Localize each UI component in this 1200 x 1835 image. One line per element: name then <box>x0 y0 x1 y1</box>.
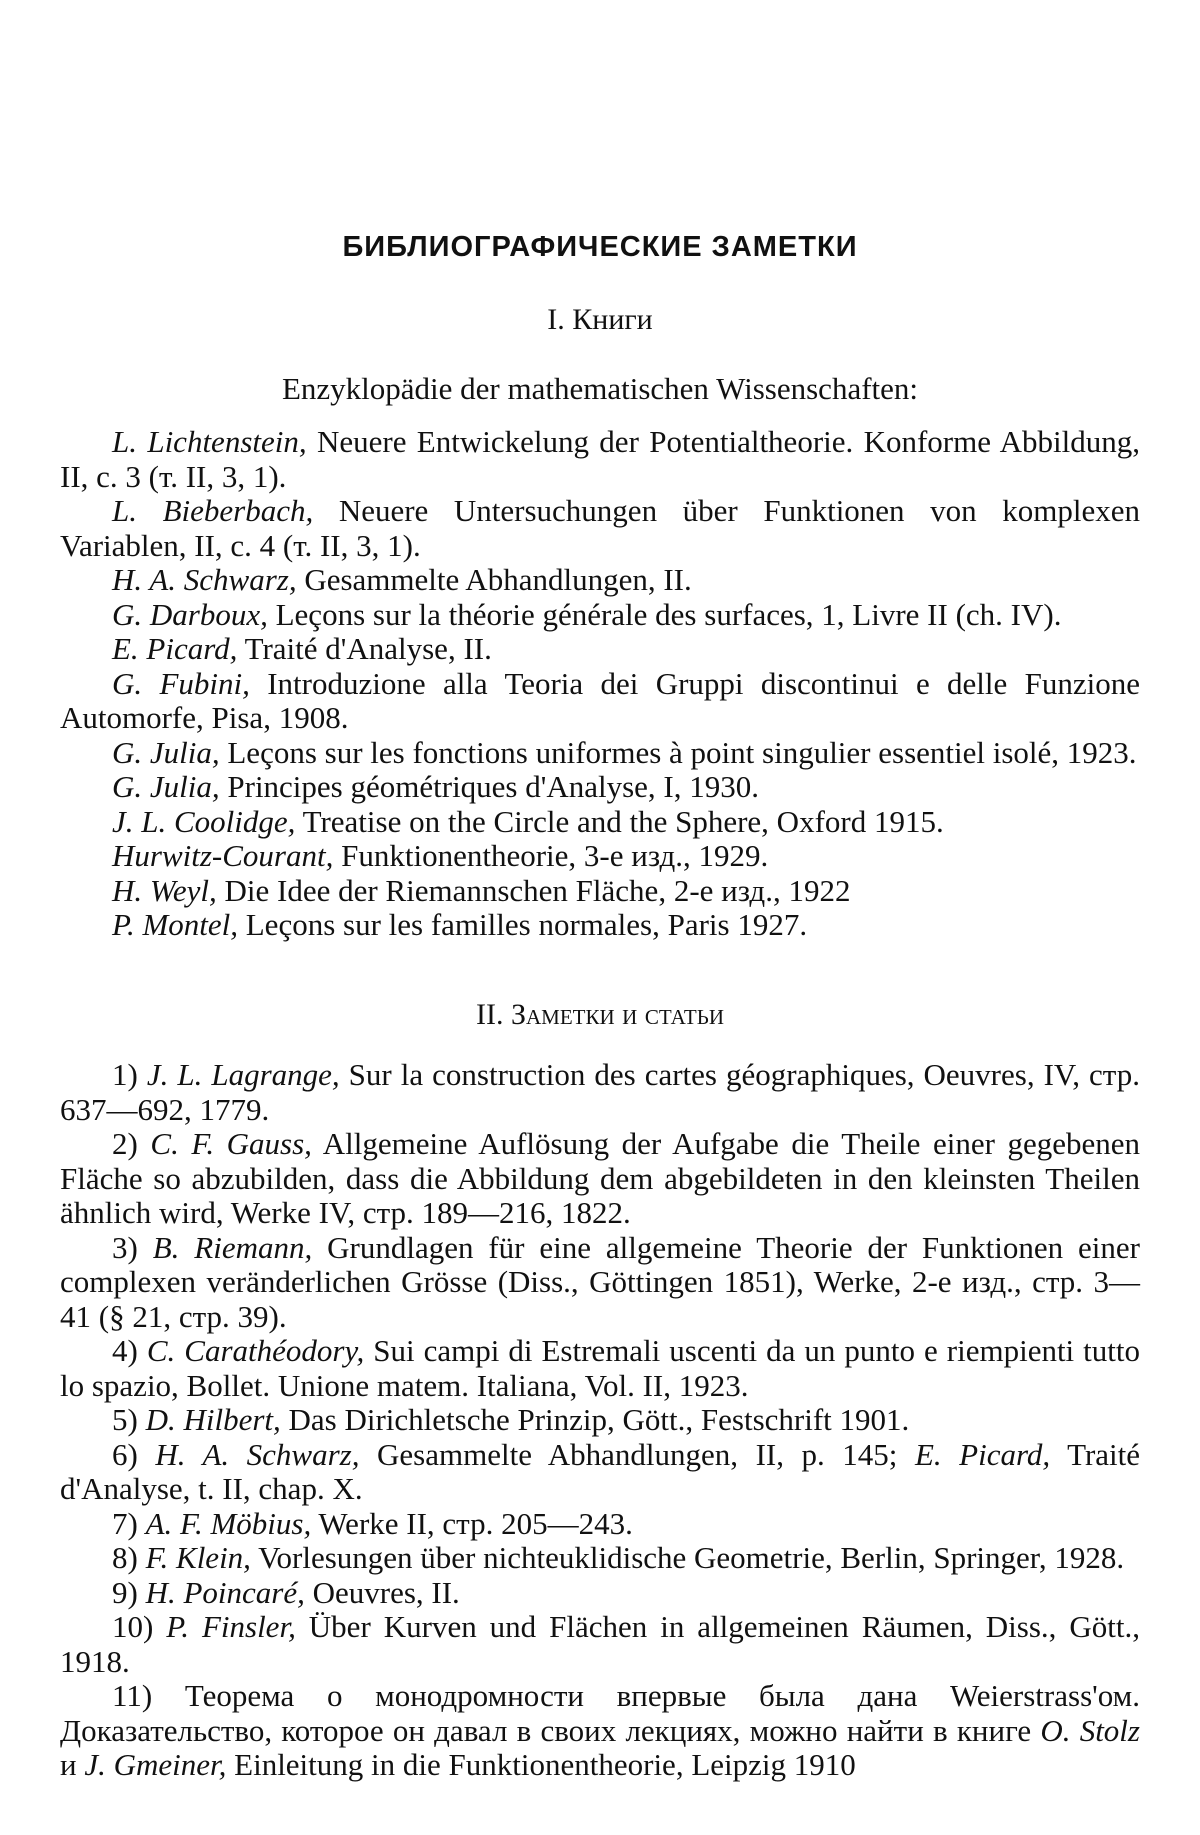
book-text: Traité d'Analyse, II. <box>237 631 492 666</box>
note-entry <box>60 1438 1140 1507</box>
note-text: Über Kurven und Flächen in allgemeinen Räumen, Diss., Gött., 1918. <box>60 1609 1140 1679</box>
book-author: L. Lichtenstein, <box>112 424 307 459</box>
note-text: Grundlagen für eine allgemeine Theorie der Funktionen einer complexen veränderlichen Grösse (Diss., Göttingen 1851), Werke, 2-е изд., стр. 3—41 (§ 21, стр. 39). <box>60 1229 1140 1334</box>
book-author: H. A. Schwarz, <box>112 562 297 597</box>
note-number: 11) <box>112 1678 153 1713</box>
book-entry <box>60 494 1140 563</box>
book-text: Funktionentheorie, 3-е изд., 1929. <box>333 838 769 873</box>
note-number: 4) <box>112 1333 138 1368</box>
notes-list <box>60 1058 1140 1783</box>
page-title: БИБЛИОГРАФИЧЕСКИЕ ЗАМЕТКИ <box>342 231 858 263</box>
note-entry <box>60 1127 1140 1231</box>
note-author: J. L. Lagrange, <box>146 1057 340 1092</box>
book-text: Neuere Untersuchungen über Funktionen von komplexen Variablen, II, с. 4 (т. II, 3, 1). <box>60 493 1140 563</box>
note-number: 8) <box>112 1540 138 1575</box>
book-author: J. L. Coolidge, <box>112 803 296 839</box>
book-text: Treatise on the Circle and the Sphere, Oxford 1915. <box>295 803 944 839</box>
note-author: P. Finsler, <box>166 1609 296 1644</box>
note-entry <box>60 1507 1140 1542</box>
note-entry <box>60 1679 1140 1783</box>
book-entry <box>60 736 1140 771</box>
section-heading-books: I. Книги <box>547 303 653 336</box>
book-author: G. Darboux, <box>112 596 268 632</box>
note-entry <box>60 1231 1140 1335</box>
book-entry <box>60 839 1140 874</box>
note-entry <box>60 1403 1140 1438</box>
book-entry <box>60 874 1140 909</box>
book-author: P. Montel, <box>112 907 238 942</box>
note-author: O. Stolz <box>1040 1712 1140 1748</box>
note-author: C. Carathéodory, <box>146 1333 365 1368</box>
note-text-secondary: Traité d'Analyse, t. II, chap. X. <box>60 1436 1141 1506</box>
encyclopedia-heading: Enzyklopädie der mathematischen Wissenschaften: <box>281 371 919 406</box>
book-author: E. Picard, <box>112 631 238 666</box>
note-text: Werke II, стр. 205—243. <box>311 1505 633 1541</box>
note-author: A. F. Möbius, <box>145 1505 312 1541</box>
note-number: 2) <box>112 1126 138 1161</box>
note-text: Sui campi di Estremali uscenti da un punto e riempienti tutto lo spazio, Bollet. Unione matem. Italiana, Vol. II, 1923. <box>60 1333 1141 1403</box>
note-number: 6) <box>112 1436 138 1472</box>
note-number: 1) <box>112 1057 138 1092</box>
book-entry <box>60 632 1140 667</box>
book-author: Hurwitz-Courant, <box>112 838 334 873</box>
note-text-secondary: Einleitung in die Funktionentheorie, Leipzig 1910 <box>226 1747 856 1782</box>
book-text: Neuere Entwickelung der Potentialtheorie. Konforme Abbildung, II, с. 3 (т. II, 3, 1). <box>60 424 1140 494</box>
note-author-secondary: J. Gmeiner, <box>84 1747 227 1782</box>
books-list <box>60 425 1140 943</box>
book-text: Leçons sur les fonctions uniformes à point singulier essentiel isolé, 1923. <box>219 734 1137 770</box>
note-author: H. Poincaré, <box>145 1574 305 1610</box>
note-text: Das Dirichletsche Prinzip, Gött., Festschrift 1901. <box>280 1402 910 1437</box>
book-author: G. Julia, <box>112 769 220 804</box>
note-number: 3) <box>112 1229 138 1265</box>
book-entry <box>60 425 1140 494</box>
book-author: G. Julia, <box>112 734 220 770</box>
note-text: Gesammelte Abhandlungen, II, p. 145; <box>359 1436 898 1472</box>
book-entry <box>60 770 1140 805</box>
note-number: 9) <box>112 1574 138 1610</box>
section-heading-notes: II. Заметки и статьи <box>475 998 724 1031</box>
book-text: Introduzione alla Teoria dei Gruppi discontinui e delle Funzione Automorfe, Pisa, 1908. <box>60 665 1140 735</box>
note-number: 7) <box>112 1505 138 1541</box>
book-entry <box>60 805 1140 840</box>
note-author: D. Hilbert, <box>145 1402 281 1437</box>
note-author: B. Riemann, <box>152 1229 313 1265</box>
book-author: L. Bieberbach, <box>112 493 314 528</box>
note-text: Allgemeine Auflösung der Aufgabe die Theile einer gegebenen Fläche so abzubilden, dass die Abbildung dem abgebildeten in den kleinsten Theilen ähnlich wird, Werke IV, стр. 189—216, 1822. <box>60 1126 1141 1230</box>
book-text: Gesammelte Abhandlungen, II. <box>296 562 692 597</box>
book-entry <box>60 667 1140 736</box>
note-entry <box>60 1541 1140 1576</box>
book-text: Leçons sur la théorie générale des surfaces, 1, Livre II (ch. IV). <box>267 596 1062 632</box>
book-text: Die Idee der Riemannschen Fläche, 2-е изд., 1922 <box>216 872 851 908</box>
note-author: C. F. Gauss, <box>150 1126 312 1161</box>
book-author: H. Weyl, <box>112 872 217 908</box>
book-entry <box>60 563 1140 598</box>
note-entry <box>60 1610 1140 1679</box>
book-text: Leçons sur les familles normales, Paris 1927. <box>238 907 808 942</box>
note-author: H. A. Schwarz, <box>155 1436 360 1472</box>
note-text: Теорема о монодромности впервые была дана Weierstrass'ом. Доказательство, которое он давал в своих лекциях, можно найти в книге <box>60 1678 1140 1748</box>
note-number: 5) <box>112 1402 138 1437</box>
book-entry <box>60 908 1140 943</box>
note-number: 10) <box>112 1609 154 1644</box>
note-text: Sur la construction des cartes géographiques, Oeuvres, IV, стр. 637—692, 1779. <box>60 1057 1140 1127</box>
note-author: F. Klein, <box>145 1540 251 1575</box>
note-entry <box>60 1334 1140 1403</box>
note-text: Vorlesungen über nichteuklidische Geometrie, Berlin, Springer, 1928. <box>250 1540 1125 1575</box>
book-entry <box>60 598 1140 633</box>
book-author: G. Fubini, <box>112 665 250 701</box>
book-text: Principes géométriques d'Analyse, I, 1930. <box>219 769 759 804</box>
note-author-secondary: E. Picard, <box>914 1436 1051 1472</box>
note-entry <box>60 1058 1140 1127</box>
note-text: Oeuvres, II. <box>304 1574 460 1610</box>
note-conjunction: и <box>60 1747 85 1782</box>
note-entry <box>60 1576 1140 1611</box>
